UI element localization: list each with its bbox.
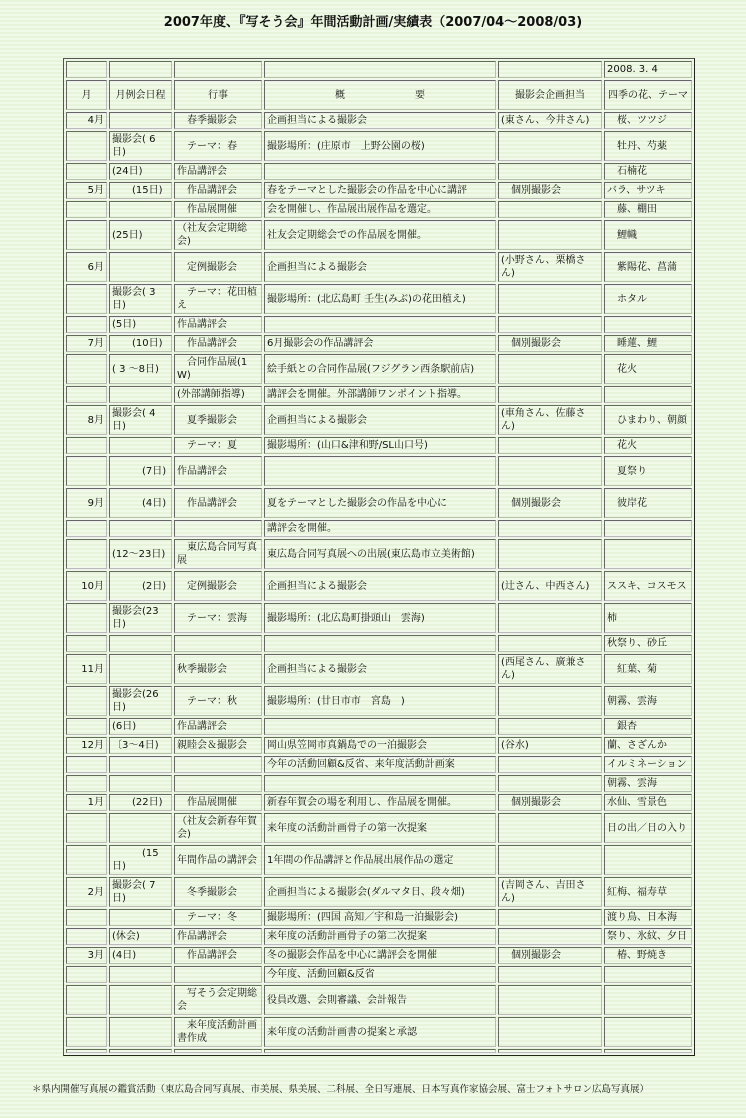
cell-month: [66, 909, 107, 926]
table-row: [66, 520, 692, 537]
cell-theme: 紅葉、菊: [604, 654, 692, 684]
cell-summary: 企画担当による撮影会: [264, 252, 496, 282]
cell-month: [66, 284, 107, 314]
table-row: [66, 877, 692, 907]
cell-date: (22日): [109, 794, 172, 811]
cell-host: 個別撮影会: [498, 335, 602, 352]
cell-theme: [604, 316, 692, 333]
blank-cell: [66, 61, 107, 78]
cell-host: [498, 437, 602, 454]
header-event: 行事: [174, 80, 262, 110]
blank-cell: [498, 61, 602, 78]
cell-month: [66, 603, 107, 633]
cell-summary: 来年度の活動計画骨子の第一次提案: [264, 813, 496, 843]
table-row: [66, 1017, 692, 1047]
cell-host: [498, 756, 602, 773]
table-row: [66, 966, 692, 983]
table-row: [66, 456, 692, 486]
cell-month: 8月: [66, 405, 107, 435]
cell-host: (谷水): [498, 737, 602, 754]
cell-event: [174, 756, 262, 773]
cell-host: (小野さん、栗橋さん): [498, 252, 602, 282]
cell-host: [498, 386, 602, 403]
table-row: [66, 539, 692, 569]
cell-summary: 撮影場所：(北広島町掛頭山 雲海): [264, 603, 496, 633]
cell-host: [498, 845, 602, 875]
cell-event: テーマ：雲海: [174, 603, 262, 633]
cell-theme: イルミネーション: [604, 756, 692, 773]
table-row: [66, 635, 692, 652]
table-row: [66, 1049, 692, 1053]
cell-month: [66, 316, 107, 333]
cell-event: （社友会新春年賀会): [174, 813, 262, 843]
cell-event: [174, 775, 262, 792]
cell-month: [66, 1017, 107, 1047]
cell-host: (吉岡さん、吉田さん): [498, 877, 602, 907]
cell-host: (西尾さん、廣兼さん): [498, 654, 602, 684]
table-row: [66, 488, 692, 518]
cell-date: ( 3 ～8日): [109, 354, 172, 384]
cell-theme: 花火: [604, 354, 692, 384]
cell-month: 2月: [66, 877, 107, 907]
cell-host: [498, 220, 602, 250]
cell-date: 撮影会(26日): [109, 686, 172, 716]
cell-event: 定例撮影会: [174, 252, 262, 282]
cell-host: [498, 1017, 602, 1047]
cell-event: 夏季撮影会: [174, 405, 262, 435]
cell-theme: 柿: [604, 603, 692, 633]
footnote: ＊県内開催写真展の鑑賞活動（東広島合同写真展、市美展、県美展、二科展、全日写連展、日本写真作家協会展、富士フォトサロン広島写真展）: [32, 1084, 650, 1095]
cell-event: テーマ：夏: [174, 437, 262, 454]
cell-event: [174, 966, 262, 983]
cell-date: [109, 966, 172, 983]
cell-summary: [264, 163, 496, 180]
table-row: [66, 654, 692, 684]
cell-theme: 日の出／日の入り: [604, 813, 692, 843]
header-theme: 四季の花、テーマ: [604, 80, 692, 110]
cell-event: 作品講評会: [174, 335, 262, 352]
cell-month: [66, 163, 107, 180]
cell-host: [498, 284, 602, 314]
cell-theme: [604, 520, 692, 537]
cell-month: 7月: [66, 335, 107, 352]
cell-summary: 岡山県笠岡市真鍋島での一泊撮影会: [264, 737, 496, 754]
cell-event: 作品講評会: [174, 488, 262, 518]
activity-plan-body: [66, 61, 692, 1053]
cell-summary: 役員改選、会則審議、会計報告: [264, 985, 496, 1015]
cell-month: [66, 520, 107, 537]
cell-summary: 講評会を開催。外部講師ワンポイント指導。: [264, 386, 496, 403]
cell-summary: 企画担当による撮影会: [264, 112, 496, 129]
cell-theme: 睡蓮、鯉: [604, 335, 692, 352]
cell-event: テーマ：秋: [174, 686, 262, 716]
cell-month: [66, 756, 107, 773]
blank-cell: [174, 61, 262, 78]
cell-summary: 撮影場所：(四国 高知／宇和島一泊撮影会): [264, 909, 496, 926]
cell-event: 定例撮影会: [174, 571, 262, 601]
cell-date: 撮影会( 6日): [109, 131, 172, 161]
cell-theme: ススキ、コスモス: [604, 571, 692, 601]
header-month: 月: [66, 80, 107, 110]
cell-host: [498, 539, 602, 569]
cell-event: 冬季撮影会: [174, 877, 262, 907]
blank-cell: [109, 61, 172, 78]
table-row: [66, 335, 692, 352]
cell-date: (7日): [109, 456, 172, 486]
activity-plan-table: [63, 58, 695, 1056]
cell-theme: 水仙、雪景色: [604, 794, 692, 811]
cell-host: (東さん、今井さん): [498, 112, 602, 129]
cell-theme: 藤、棚田: [604, 201, 692, 218]
cell-host: 個別撮影会: [498, 182, 602, 199]
cell-event: 作品展開催: [174, 794, 262, 811]
cell-host: 個別撮影会: [498, 794, 602, 811]
cell-date: (2日): [109, 571, 172, 601]
cell-date: (15日): [109, 182, 172, 199]
cell-host: [498, 520, 602, 537]
cell-host: [498, 909, 602, 926]
cell-summary: 会を開催し、作品展出展作品を選定。: [264, 201, 496, 218]
cell-theme: 紅梅、福寿草: [604, 877, 692, 907]
cell-date: [109, 1017, 172, 1047]
cell-event: 年間作品の講評会: [174, 845, 262, 875]
cell-month: [66, 220, 107, 250]
table-row: [66, 284, 692, 314]
cell-date: [109, 775, 172, 792]
cell-date: [109, 201, 172, 218]
cell-summary: 講評会を開催。: [264, 520, 496, 537]
cell-event: [174, 635, 262, 652]
cell-month: [66, 1049, 107, 1053]
cell-host: 個別撮影会: [498, 947, 602, 964]
cell-event: 東広島合同写真展: [174, 539, 262, 569]
cell-theme: 祭り、氷紋、夕日: [604, 928, 692, 945]
cell-date: [109, 985, 172, 1015]
table-row: [66, 775, 692, 792]
cell-host: [498, 603, 602, 633]
cell-theme: [604, 539, 692, 569]
cell-summary: 1年間の作品講評と作品展出展作品の選定: [264, 845, 496, 875]
cell-event: 作品講評会: [174, 163, 262, 180]
cell-summary: 社友会定期総会での作品展を開催。: [264, 220, 496, 250]
cell-theme: 紫陽花、菖蒲: [604, 252, 692, 282]
table-row: [66, 405, 692, 435]
cell-theme: 夏祭り: [604, 456, 692, 486]
cell-summary: 企画担当による撮影会: [264, 571, 496, 601]
cell-summary: 企画担当による撮影会: [264, 405, 496, 435]
cell-theme: バラ、サツキ: [604, 182, 692, 199]
cell-theme: 渡り鳥、日本海: [604, 909, 692, 926]
cell-month: [66, 539, 107, 569]
cell-theme: [604, 845, 692, 875]
cell-event: [174, 1049, 262, 1053]
cell-date: [109, 813, 172, 843]
cell-date: (休会): [109, 928, 172, 945]
cell-month: 4月: [66, 112, 107, 129]
cell-theme: ひまわり、朝顔: [604, 405, 692, 435]
cell-summary: 撮影場所：(山口&津和野/SL山口号): [264, 437, 496, 454]
table-row: [66, 718, 692, 735]
cell-date: (25日): [109, 220, 172, 250]
cell-month: 9月: [66, 488, 107, 518]
cell-date: [109, 112, 172, 129]
cell-summary: 来年度の活動計画書の提案と承認: [264, 1017, 496, 1047]
cell-theme: 蘭、さざんか: [604, 737, 692, 754]
cell-date: [109, 756, 172, 773]
cell-summary: 来年度の活動計画骨子の第二次提案: [264, 928, 496, 945]
cell-month: [66, 201, 107, 218]
cell-event: 合同作品展(1W): [174, 354, 262, 384]
cell-date: 撮影会(23日): [109, 603, 172, 633]
date-stamp-row: [66, 61, 692, 78]
cell-month: 10月: [66, 571, 107, 601]
cell-event: 作品講評会: [174, 718, 262, 735]
cell-date: [109, 252, 172, 282]
cell-month: [66, 985, 107, 1015]
cell-month: 1月: [66, 794, 107, 811]
table-row: [66, 909, 692, 926]
cell-host: [498, 131, 602, 161]
cell-event: 作品講評会: [174, 456, 262, 486]
cell-month: [66, 686, 107, 716]
cell-summary: 撮影場所：(北広島町 壬生(みぶ)の花田植え): [264, 284, 496, 314]
cell-summary: 新春年賀会の場を利用し、作品展を開催。: [264, 794, 496, 811]
cell-theme: [604, 985, 692, 1015]
cell-month: [66, 131, 107, 161]
cell-theme: 桜、ツツジ: [604, 112, 692, 129]
cell-summary: [264, 456, 496, 486]
cell-month: [66, 437, 107, 454]
cell-date: (4日): [109, 488, 172, 518]
header-host: 撮影会企画担当: [498, 80, 602, 110]
cell-host: [498, 985, 602, 1015]
cell-summary: [264, 316, 496, 333]
cell-summary: 今年度、活動回顧&反省: [264, 966, 496, 983]
cell-theme: 彼岸花: [604, 488, 692, 518]
cell-event: 作品講評会: [174, 947, 262, 964]
table-row: [66, 947, 692, 964]
cell-summary: 東広島合同写真展への出展(東広島市立美術館): [264, 539, 496, 569]
cell-theme: 朝霧、雲海: [604, 775, 692, 792]
cell-summary: 春をテーマとした撮影会の作品を中心に講評: [264, 182, 496, 199]
cell-date: (24日): [109, 163, 172, 180]
cell-summary: 6月撮影会の作品講評会: [264, 335, 496, 352]
table-row: [66, 813, 692, 843]
cell-host: (辻さん、中西さん): [498, 571, 602, 601]
cell-host: [498, 316, 602, 333]
table-row: [66, 756, 692, 773]
cell-date: (5日): [109, 316, 172, 333]
cell-date: (10日): [109, 335, 172, 352]
cell-month: [66, 354, 107, 384]
cell-theme: 銀杏: [604, 718, 692, 735]
cell-theme: 牡丹、芍薬: [604, 131, 692, 161]
cell-month: 3月: [66, 947, 107, 964]
cell-host: [498, 201, 602, 218]
table-row: [66, 182, 692, 199]
cell-event: 秋季撮影会: [174, 654, 262, 684]
blank-cell: [264, 61, 496, 78]
cell-summary: 企画担当による撮影会(ダルマタ日、段々畑): [264, 877, 496, 907]
header-row: [66, 80, 692, 110]
cell-month: [66, 718, 107, 735]
cell-date: (4日): [109, 947, 172, 964]
cell-month: [66, 386, 107, 403]
table-row: [66, 794, 692, 811]
page-title: 2007年度、『写そう会』年間活動計画/実績表（2007/04～2008/03): [163, 15, 583, 30]
cell-event: （社友会定期総会): [174, 220, 262, 250]
table-row: [66, 252, 692, 282]
cell-event: テーマ：春: [174, 131, 262, 161]
cell-event: (外部講師指導): [174, 386, 262, 403]
cell-month: 12月: [66, 737, 107, 754]
table-row: [66, 571, 692, 601]
cell-theme: ホタル: [604, 284, 692, 314]
cell-host: [498, 813, 602, 843]
cell-theme: 鯉幟: [604, 220, 692, 250]
cell-host: [498, 163, 602, 180]
table-row: [66, 316, 692, 333]
cell-theme: [604, 1017, 692, 1047]
cell-theme: 秋祭り、砂丘: [604, 635, 692, 652]
cell-event: 作品講評会: [174, 928, 262, 945]
cell-host: [498, 686, 602, 716]
cell-event: 来年度活動計画書作成: [174, 1017, 262, 1047]
table-row: [66, 131, 692, 161]
cell-month: [66, 635, 107, 652]
cell-summary: 撮影場所：(廿日市市 宮島 ): [264, 686, 496, 716]
cell-month: [66, 845, 107, 875]
table-row: [66, 112, 692, 129]
cell-date: [109, 635, 172, 652]
table-row: [66, 163, 692, 180]
cell-date: [109, 1049, 172, 1053]
cell-host: [498, 354, 602, 384]
table-row: [66, 928, 692, 945]
cell-month: 11月: [66, 654, 107, 684]
cell-host: [498, 928, 602, 945]
cell-date: [109, 520, 172, 537]
table-row: [66, 686, 692, 716]
cell-date: [109, 437, 172, 454]
table-row: [66, 737, 692, 754]
header-summary: 概 要: [264, 80, 496, 110]
table-row: [66, 220, 692, 250]
date-stamp: 2008. 3. 4: [604, 61, 692, 78]
cell-event: 親睦会＆撮影会: [174, 737, 262, 754]
cell-theme: 石楠花: [604, 163, 692, 180]
cell-host: [498, 635, 602, 652]
cell-host: [498, 966, 602, 983]
cell-host: [498, 775, 602, 792]
table-row: [66, 201, 692, 218]
cell-event: [174, 520, 262, 537]
cell-summary: [264, 775, 496, 792]
cell-event: テーマ：冬: [174, 909, 262, 926]
cell-event: 作品講評会: [174, 182, 262, 199]
cell-host: [498, 718, 602, 735]
cell-theme: 花火: [604, 437, 692, 454]
cell-theme: [604, 1049, 692, 1053]
cell-month: [66, 928, 107, 945]
cell-theme: [604, 386, 692, 403]
cell-host: 個別撮影会: [498, 488, 602, 518]
cell-theme: [604, 966, 692, 983]
cell-date: 撮影会( 4日): [109, 405, 172, 435]
cell-summary: 絵手紙との合同作品展(フジグラン西条駅前店): [264, 354, 496, 384]
cell-date: [109, 654, 172, 684]
table-row: [66, 354, 692, 384]
cell-summary: 今年の活動回顧&反省、来年度活動計画案: [264, 756, 496, 773]
cell-host: [498, 1049, 602, 1053]
cell-summary: 冬の撮影会作品を中心に講評会を開催: [264, 947, 496, 964]
cell-event: 作品展開催: [174, 201, 262, 218]
cell-summary: 夏をテーマとした撮影会の作品を中心に: [264, 488, 496, 518]
cell-theme: 朝霧、雲海: [604, 686, 692, 716]
table-row: [66, 985, 692, 1015]
cell-host: (車角さん、佐藤さん): [498, 405, 602, 435]
table-row: [66, 845, 692, 875]
cell-date: 撮影会( 3日): [109, 284, 172, 314]
cell-date: 〔3～4日): [109, 737, 172, 754]
table-row: [66, 437, 692, 454]
cell-event: 写そう会定期総会: [174, 985, 262, 1015]
cell-summary: [264, 1049, 496, 1053]
cell-date: (6日): [109, 718, 172, 735]
plan-table-container: [63, 58, 691, 1056]
table-row: [66, 603, 692, 633]
cell-summary: 撮影場所：(庄原市 上野公園の桜): [264, 131, 496, 161]
cell-date: [109, 386, 172, 403]
cell-month: [66, 775, 107, 792]
cell-month: [66, 456, 107, 486]
cell-month: [66, 813, 107, 843]
cell-month: 6月: [66, 252, 107, 282]
cell-date: (15日): [109, 845, 172, 875]
cell-summary: [264, 635, 496, 652]
cell-summary: 企画担当による撮影会: [264, 654, 496, 684]
cell-month: 5月: [66, 182, 107, 199]
cell-month: [66, 966, 107, 983]
cell-host: [498, 456, 602, 486]
cell-summary: [264, 718, 496, 735]
cell-event: テーマ：花田植え: [174, 284, 262, 314]
cell-event: 作品講評会: [174, 316, 262, 333]
table-row: [66, 386, 692, 403]
cell-date: 撮影会( 7日): [109, 877, 172, 907]
cell-event: 春季撮影会: [174, 112, 262, 129]
cell-date: [109, 909, 172, 926]
header-date: 月例会日程: [109, 80, 172, 110]
cell-date: (12～23日): [109, 539, 172, 569]
cell-theme: 椿、野焼き: [604, 947, 692, 964]
